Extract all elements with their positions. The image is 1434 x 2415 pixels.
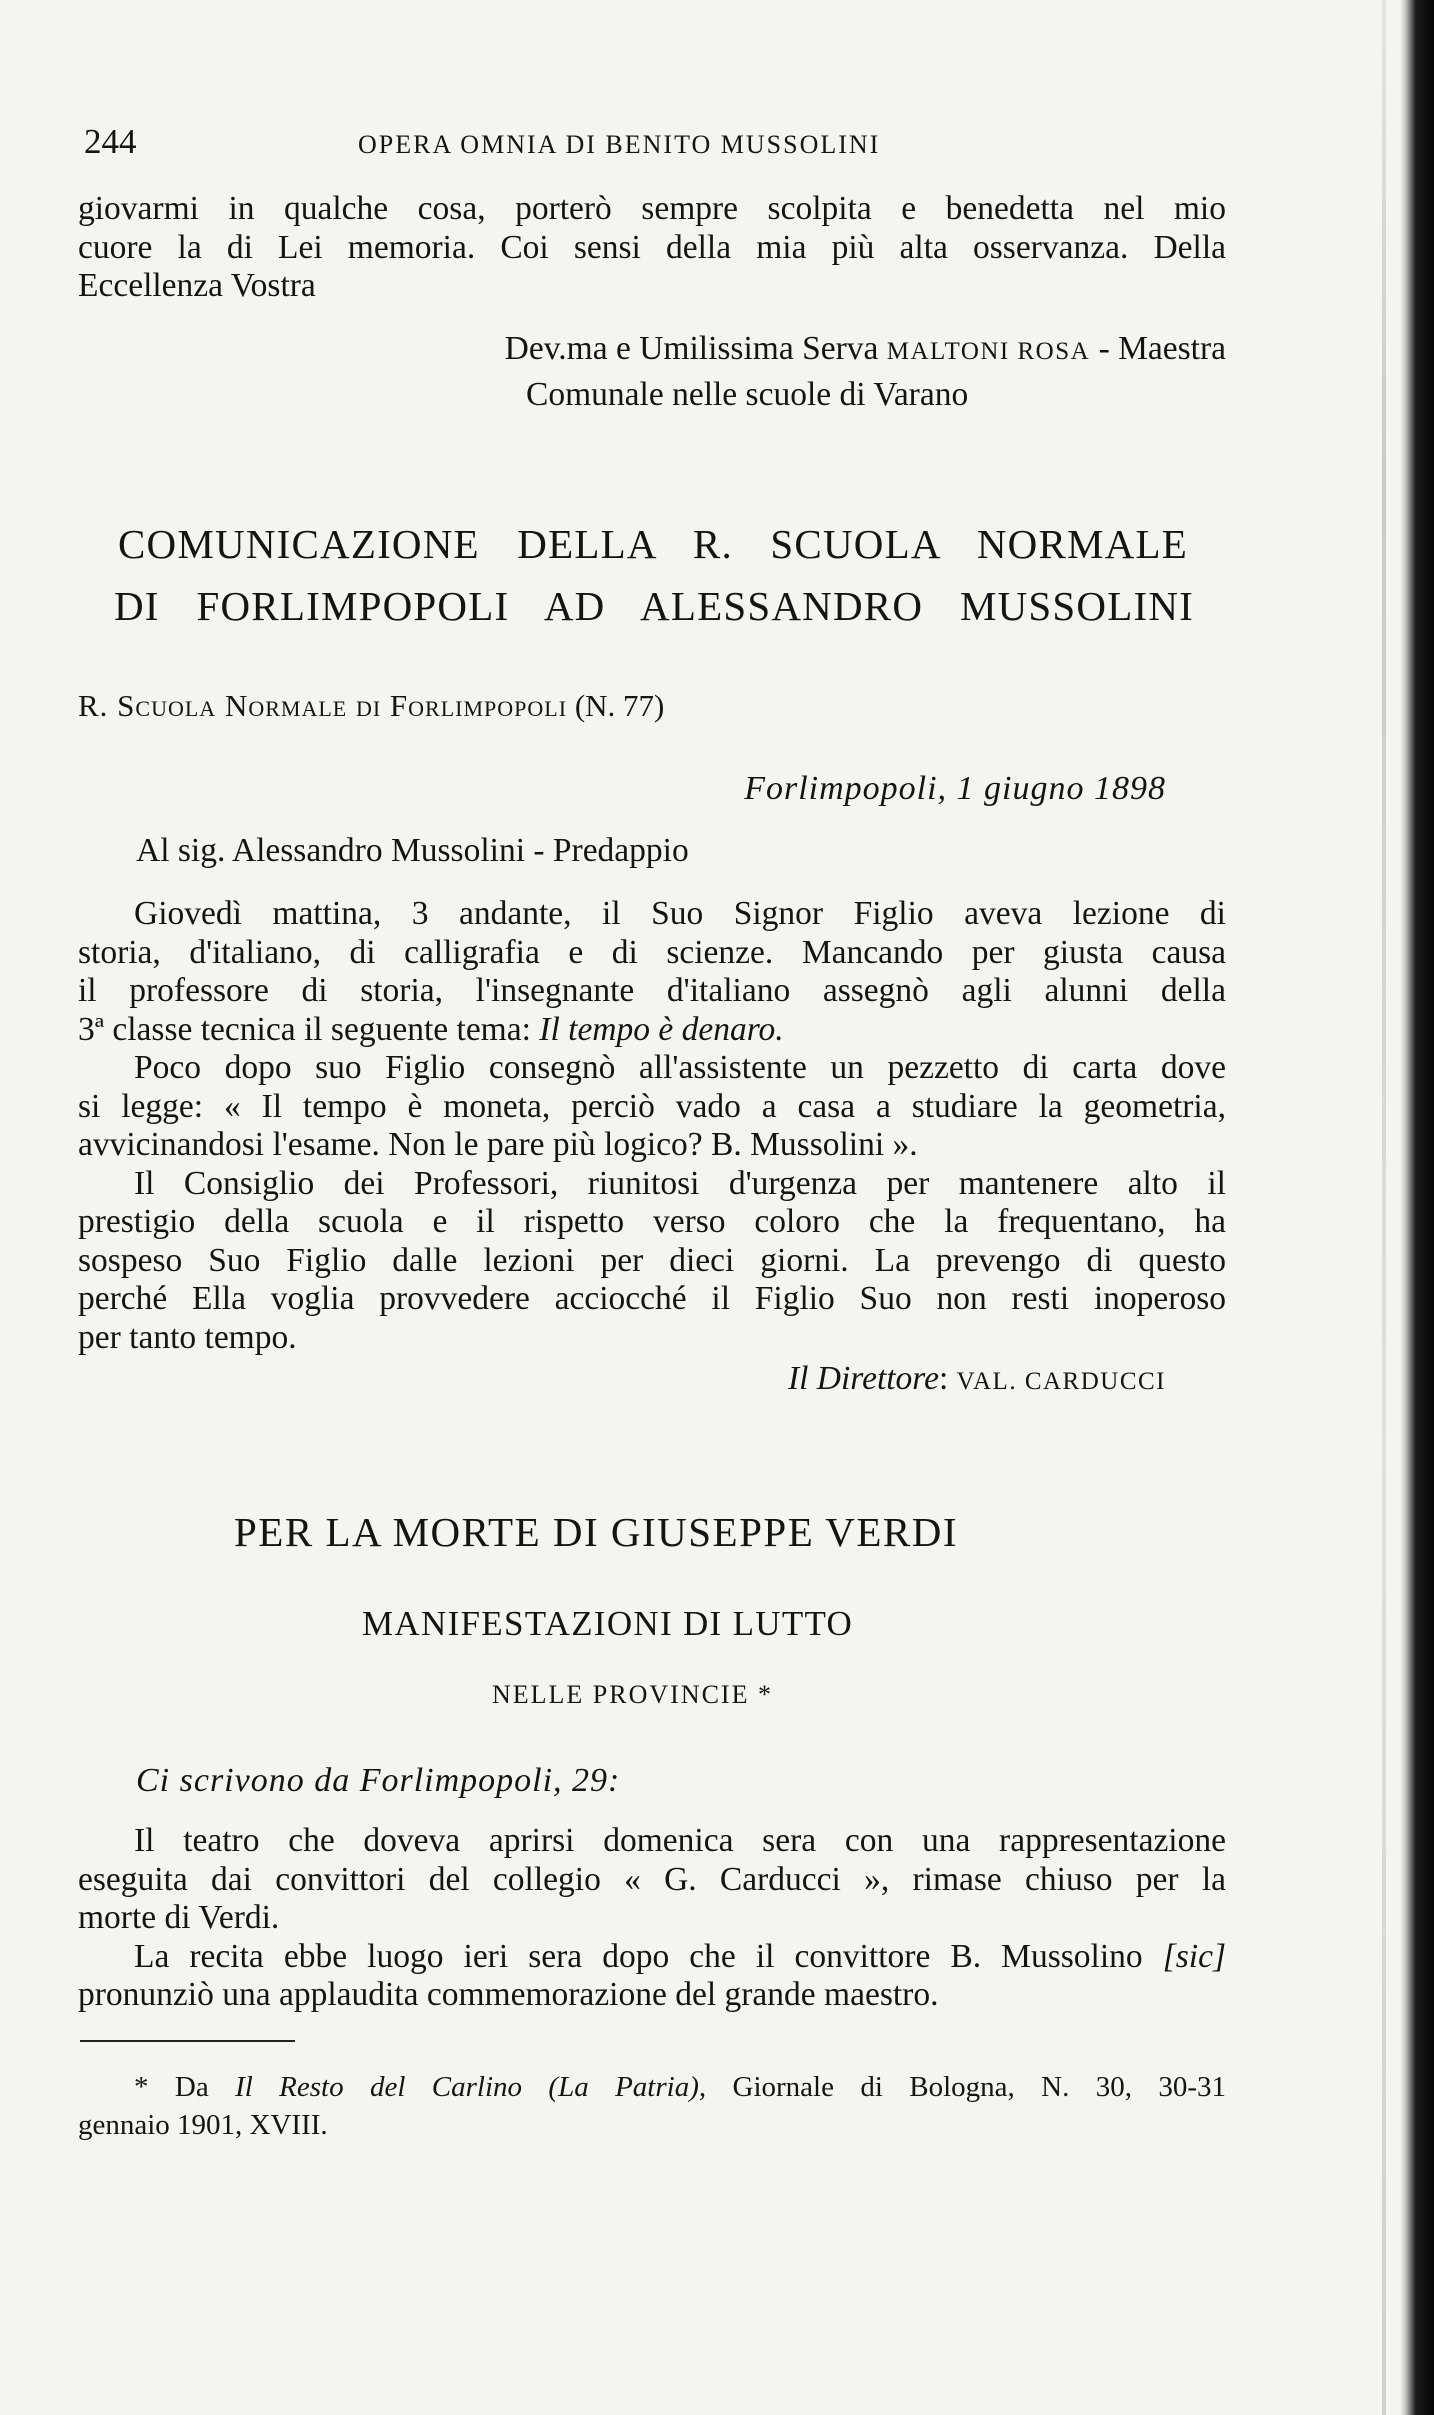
body-line-sic [78,1938,1226,1977]
page-number: 244 [84,122,137,161]
body-line: Giovedì mattina, 3 andante, il Suo Signor Figlio aveva lezione di [134,895,1226,932]
letter1-signature-line1 [505,330,1226,368]
signature-prefix: Dev.ma e Umilissima Serva [504,330,879,367]
body-line: prestigio della scuola e il rispetto verso coloro che la frequentano, ha [78,1203,1226,1240]
footnote-line2: gennaio 1901, XVIII. [78,2109,328,2141]
letter-date: Forlimpopoli, 1 giugno 1898 [744,770,1166,807]
letter1-line: Eccellenza Vostra [78,267,316,304]
footnote-source: Il Resto del Carlino (La Patria), [235,2071,707,2103]
page-edge-shadow [1382,0,1386,2415]
section1-body [78,895,1226,1357]
signature-suffix: - Maestra [1098,330,1226,367]
body-line: perché Ella voglia provvedere acciocché il Figlio Suo non resti inoperoso [78,1280,1226,1317]
section2-body [78,1822,1226,2015]
body-line: si legge: « Il tempo è moneta, perciò vado a casa a studiare la geometria, [78,1087,1226,1125]
section1-title-line1: COMUNICAZIONE DELLA R. SCUOLA NORMALE [118,521,1188,567]
letterhead-number: (N. 77) [574,688,665,723]
footnote [78,2068,1226,2144]
section2-subtitle: MANIFESTAZIONI DI LUTTO [362,1604,854,1643]
running-title: OPERA OMNIA DI BENITO MUSSOLINI [358,130,881,159]
page-binding-edge [1400,0,1434,2415]
body-line: Il Consiglio dei Professori, riunitosi d'urgenza per mantenere alto il [134,1164,1226,1202]
sic-note: [sic] [1162,1937,1227,1975]
footnote-rule [80,2040,295,2042]
body-line: Il teatro che doveva aprirsi domenica sera con una rappresentazione [134,1822,1226,1859]
body-line: per tanto tempo. [78,1318,297,1356]
body-line: storia, d'italiano, di calligrafia e di scienze. Mancando per giusta causa [78,933,1226,971]
dateline: Ci scrivono da Forlimpopoli, 29: [136,1762,621,1799]
section2-title: PER LA MORTE DI GIUSEPPE VERDI [234,1509,959,1555]
body-line: Poco dopo suo Figlio consegnò all'assistente un pezzetto di carta dove [134,1049,1226,1086]
footnote-line1 [78,2068,1226,2106]
footnote-rest: Giornale di Bologna, N. 30, 30-31 [732,2071,1227,2103]
body-line: La recita ebbe luogo ieri sera dopo che il convittore B. Mussolino [134,1937,1143,1975]
body-line: morte di Verdi. [78,1899,280,1936]
section2-subsubtitle: NELLE PROVINCIE * [492,1680,773,1709]
director-role: Il Direttore [787,1360,939,1397]
section1-title-line2: DI FORLIMPOPOLI AD ALESSANDRO MUSSOLINI [114,583,1194,629]
body-line: il professore di storia, l'insegnante d'italiano assegnò agli alunni della [78,972,1226,1009]
director-signature: Il Direttore: VAL. CARDUCCI [787,1360,1166,1397]
letter1-body [78,190,1226,306]
letterhead-school: R. Scuola Normale di Forlimpopoli [78,688,568,723]
letter1-signature-line2: Comunale nelle scuole di Varano [526,376,969,413]
body-line: eseguita dai convittori del collegio « G. Carducci », rimase chiuso per la [78,1860,1226,1898]
letter1-line: giovarmi in qualche cosa, porterò sempre scolpita e benedetta nel mio [78,190,1226,227]
body-line: pronunziò una applaudita commemorazione del grande maestro. [78,1976,939,2013]
letter1-line: cuore la di Lei memoria. Coi sensi della mia più alta osservanza. Della [78,228,1226,266]
body-line-theme [78,1011,1226,1050]
letterhead [78,688,664,724]
signature-name: MALTONI ROSA [886,338,1091,365]
body-line: avvicinandosi l'esame. Non le pare più logico? B. Mussolini ». [78,1126,918,1163]
footnote-prefix: * Da [134,2071,209,2103]
addressee: Al sig. Alessandro Mussolini - Predappio [136,832,689,869]
body-line: sospeso Suo Figlio dalle lezioni per dieci giorni. La prevengo di questo [78,1241,1226,1279]
director-name: VAL. CARDUCCI [956,1368,1166,1395]
theme-title: Il tempo è denaro. [539,1010,784,1048]
body-line: 3ª classe tecnica il seguente tema: [78,1010,531,1048]
